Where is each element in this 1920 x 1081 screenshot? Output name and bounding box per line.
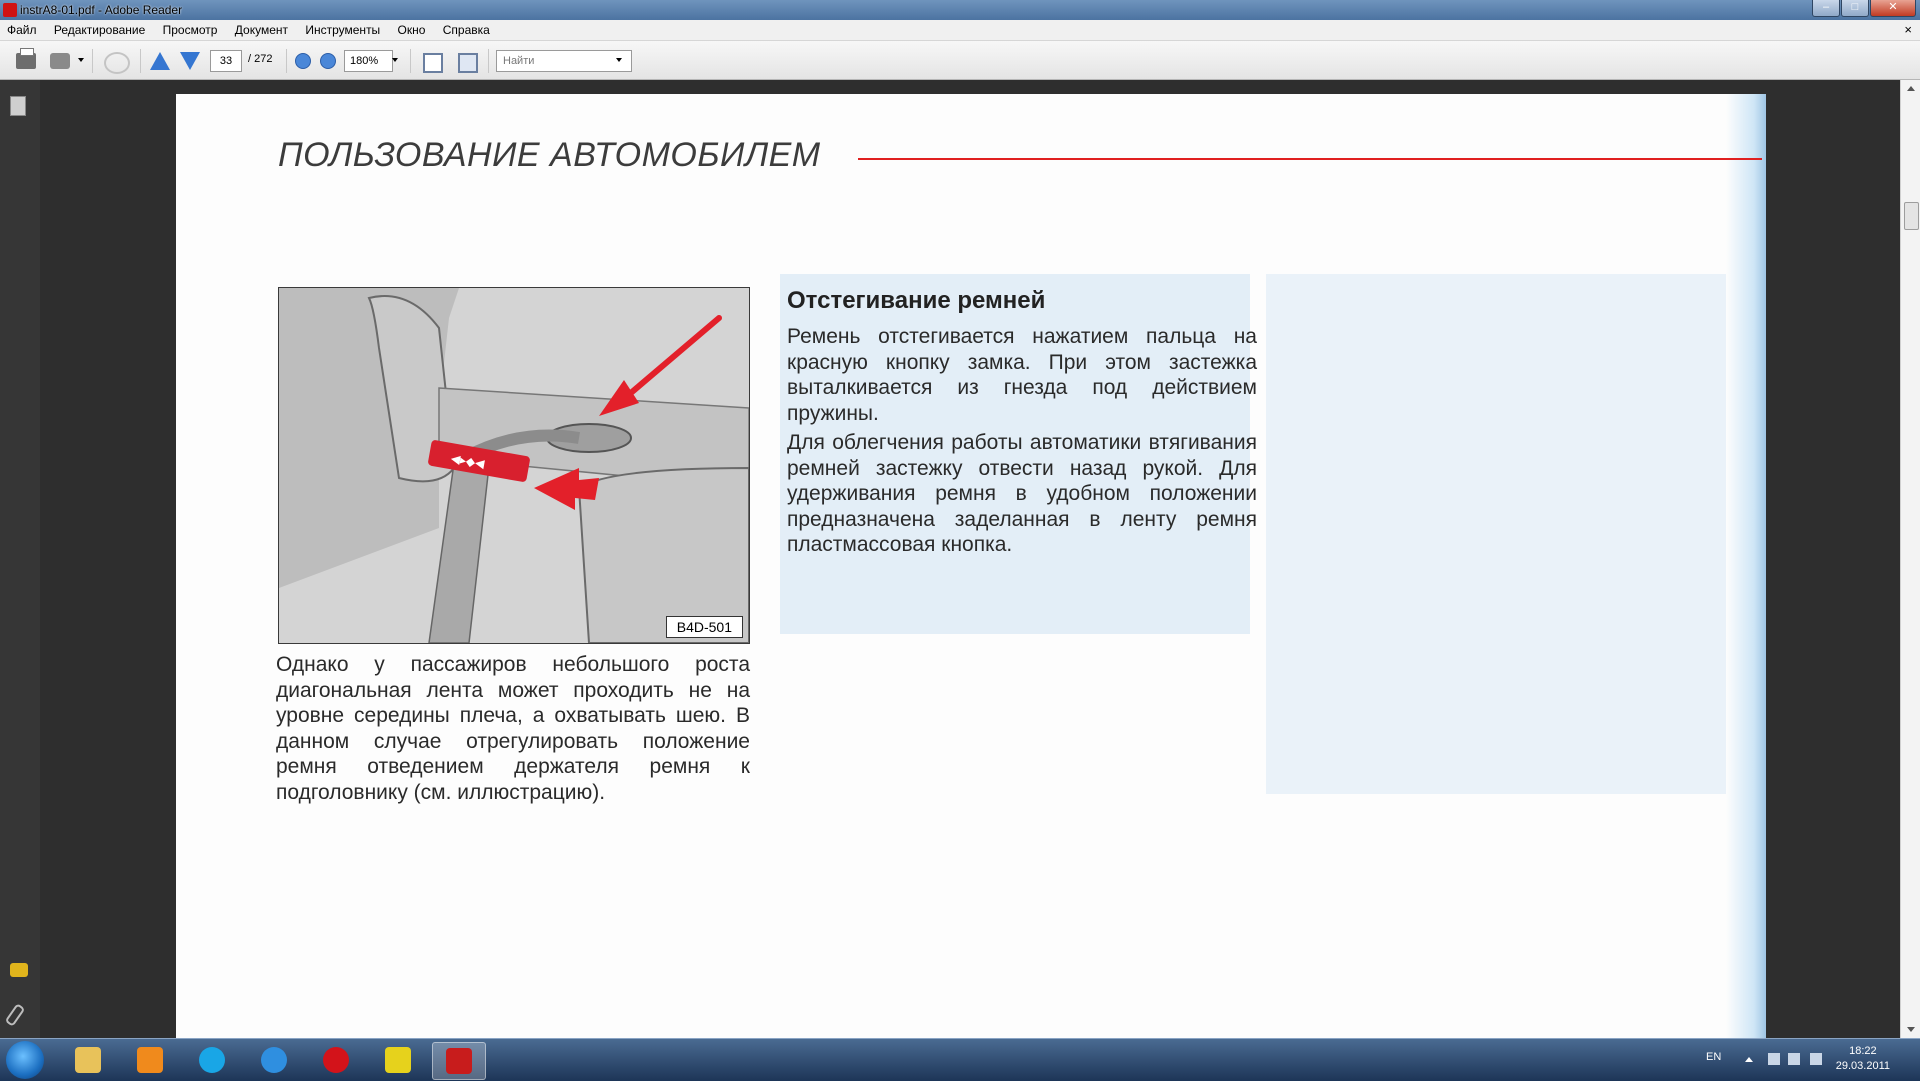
- action-center-flag-icon[interactable]: [1768, 1053, 1780, 1065]
- clock-date: 29.03.2011: [1835, 1060, 1890, 1072]
- paragraph: Для облегчения работы автоматики втягивания ремней застежку отвести назад рукой. Для удерживания ремня в удобном положении предназначена заделанная в ленту ремня пластмассовая кнопка.: [787, 431, 1257, 556]
- attachment-paperclip-icon[interactable]: [5, 1003, 26, 1027]
- close-button[interactable]: ✕: [1870, 0, 1916, 17]
- menu-tools[interactable]: Инструменты: [305, 23, 381, 37]
- opera-icon: [323, 1047, 349, 1073]
- taskbar-app[interactable]: [372, 1042, 424, 1078]
- document-close-button[interactable]: ×: [1904, 22, 1912, 37]
- page-heading: ПОЛЬЗОВАНИЕ АВТОМОБИЛЕМ: [278, 136, 821, 174]
- network-icon[interactable]: [1788, 1053, 1800, 1065]
- start-button[interactable]: [6, 1041, 44, 1079]
- clock[interactable]: [1836, 1044, 1890, 1074]
- taskbar: [0, 1038, 1920, 1081]
- taskbar-explorer[interactable]: [62, 1042, 114, 1078]
- zoom-in-icon[interactable]: [320, 53, 336, 69]
- scroll-down-arrow-icon[interactable]: [1907, 1027, 1915, 1032]
- taskbar-adobe-reader[interactable]: [432, 1042, 486, 1080]
- bleed-through-block: [1266, 274, 1726, 794]
- toolbar: [0, 41, 1920, 80]
- find-input[interactable]: Найти: [496, 50, 632, 72]
- figure-caption: Однако у пассажиров небольшого роста диагональная лента может проходить не на уровне середины плеча, а охватывать шею. В данном случае отрегулировать положение ремня отведением держателя ремня к подголовнику (см. иллюстрацию).: [276, 653, 750, 804]
- skype-icon: [199, 1047, 225, 1073]
- title-bar: [0, 0, 1920, 20]
- fit-width-icon[interactable]: [423, 53, 443, 73]
- page-total: / 272: [248, 53, 273, 65]
- print-icon[interactable]: [16, 53, 36, 69]
- clock-time: 18:22: [1849, 1045, 1877, 1057]
- paragraph: Ремень отстегивается нажатием пальца на красную кнопку замка. При этом застежка выталкивается из гнезда под действием пружины.: [787, 325, 1257, 425]
- maximize-button[interactable]: □: [1841, 0, 1869, 17]
- heading-rule: [858, 158, 1762, 160]
- taskbar-internet-explorer[interactable]: [248, 1042, 300, 1078]
- next-page-icon[interactable]: [180, 52, 200, 70]
- toolbar-separator: [140, 49, 141, 73]
- media-player-icon: [137, 1047, 163, 1073]
- volume-icon[interactable]: [1810, 1053, 1822, 1065]
- language-indicator[interactable]: EN: [1706, 1051, 1722, 1063]
- previous-page-icon[interactable]: [150, 52, 170, 70]
- menu-window[interactable]: Окно: [397, 23, 426, 37]
- page-number-input[interactable]: 33: [210, 50, 242, 72]
- taskbar-skype[interactable]: [186, 1042, 238, 1078]
- find-dropdown-icon[interactable]: [616, 58, 622, 62]
- comments-icon[interactable]: [10, 963, 28, 977]
- page-edge-shadow: [1726, 94, 1766, 1038]
- document-viewport[interactable]: [40, 80, 1900, 1038]
- seatbelt-illustration: [278, 287, 750, 644]
- figure-label: B4D-501: [666, 616, 743, 638]
- minimize-button[interactable]: –: [1812, 0, 1840, 17]
- menu-bar: [0, 20, 1920, 41]
- taskbar-media-player[interactable]: [124, 1042, 176, 1078]
- vertical-scrollbar[interactable]: [1900, 80, 1920, 1038]
- show-hidden-icons-icon[interactable]: [1745, 1057, 1753, 1062]
- menu-file[interactable]: Файл: [7, 23, 37, 37]
- toolbar-separator: [488, 49, 489, 73]
- scrollbar-thumb[interactable]: [1904, 202, 1919, 230]
- chevron-down-icon[interactable]: [78, 58, 84, 62]
- menu-help[interactable]: Справка: [442, 23, 490, 37]
- adobe-reader-icon: [3, 3, 17, 17]
- svg-text:◀▸◆◀: ◀▸◆◀: [449, 451, 486, 471]
- zoom-dropdown-icon[interactable]: [392, 58, 398, 62]
- menu-edit[interactable]: Редактирование: [53, 23, 146, 37]
- pages-panel-icon[interactable]: [10, 96, 26, 116]
- fit-page-icon[interactable]: [458, 53, 478, 73]
- window-controls: [1812, 0, 1916, 18]
- email-icon[interactable]: [50, 53, 70, 69]
- toolbar-separator: [410, 49, 411, 73]
- scroll-up-arrow-icon[interactable]: [1907, 86, 1915, 91]
- internet-explorer-icon: [261, 1047, 287, 1073]
- adobe-reader-icon: [446, 1048, 472, 1074]
- section-subheading: Отстегивание ремней: [787, 287, 1046, 314]
- app-icon: [385, 1047, 411, 1073]
- menu-document[interactable]: Документ: [234, 23, 289, 37]
- explorer-icon: [75, 1047, 101, 1073]
- toolbar-separator: [286, 49, 287, 73]
- system-tray: [1690, 1039, 1920, 1081]
- taskbar-opera[interactable]: [310, 1042, 362, 1078]
- navigation-pane: [0, 80, 40, 1038]
- hand-tool-icon[interactable]: [104, 52, 130, 74]
- window-title: instrA8-01.pdf - Adobe Reader: [20, 3, 183, 17]
- toolbar-separator: [92, 49, 93, 73]
- pdf-page: [176, 94, 1766, 1038]
- seatbelt-drawing: [279, 288, 749, 643]
- menu-view[interactable]: Просмотр: [162, 23, 218, 37]
- zoom-level-input[interactable]: 180%: [344, 50, 393, 72]
- zoom-out-icon[interactable]: [295, 53, 311, 69]
